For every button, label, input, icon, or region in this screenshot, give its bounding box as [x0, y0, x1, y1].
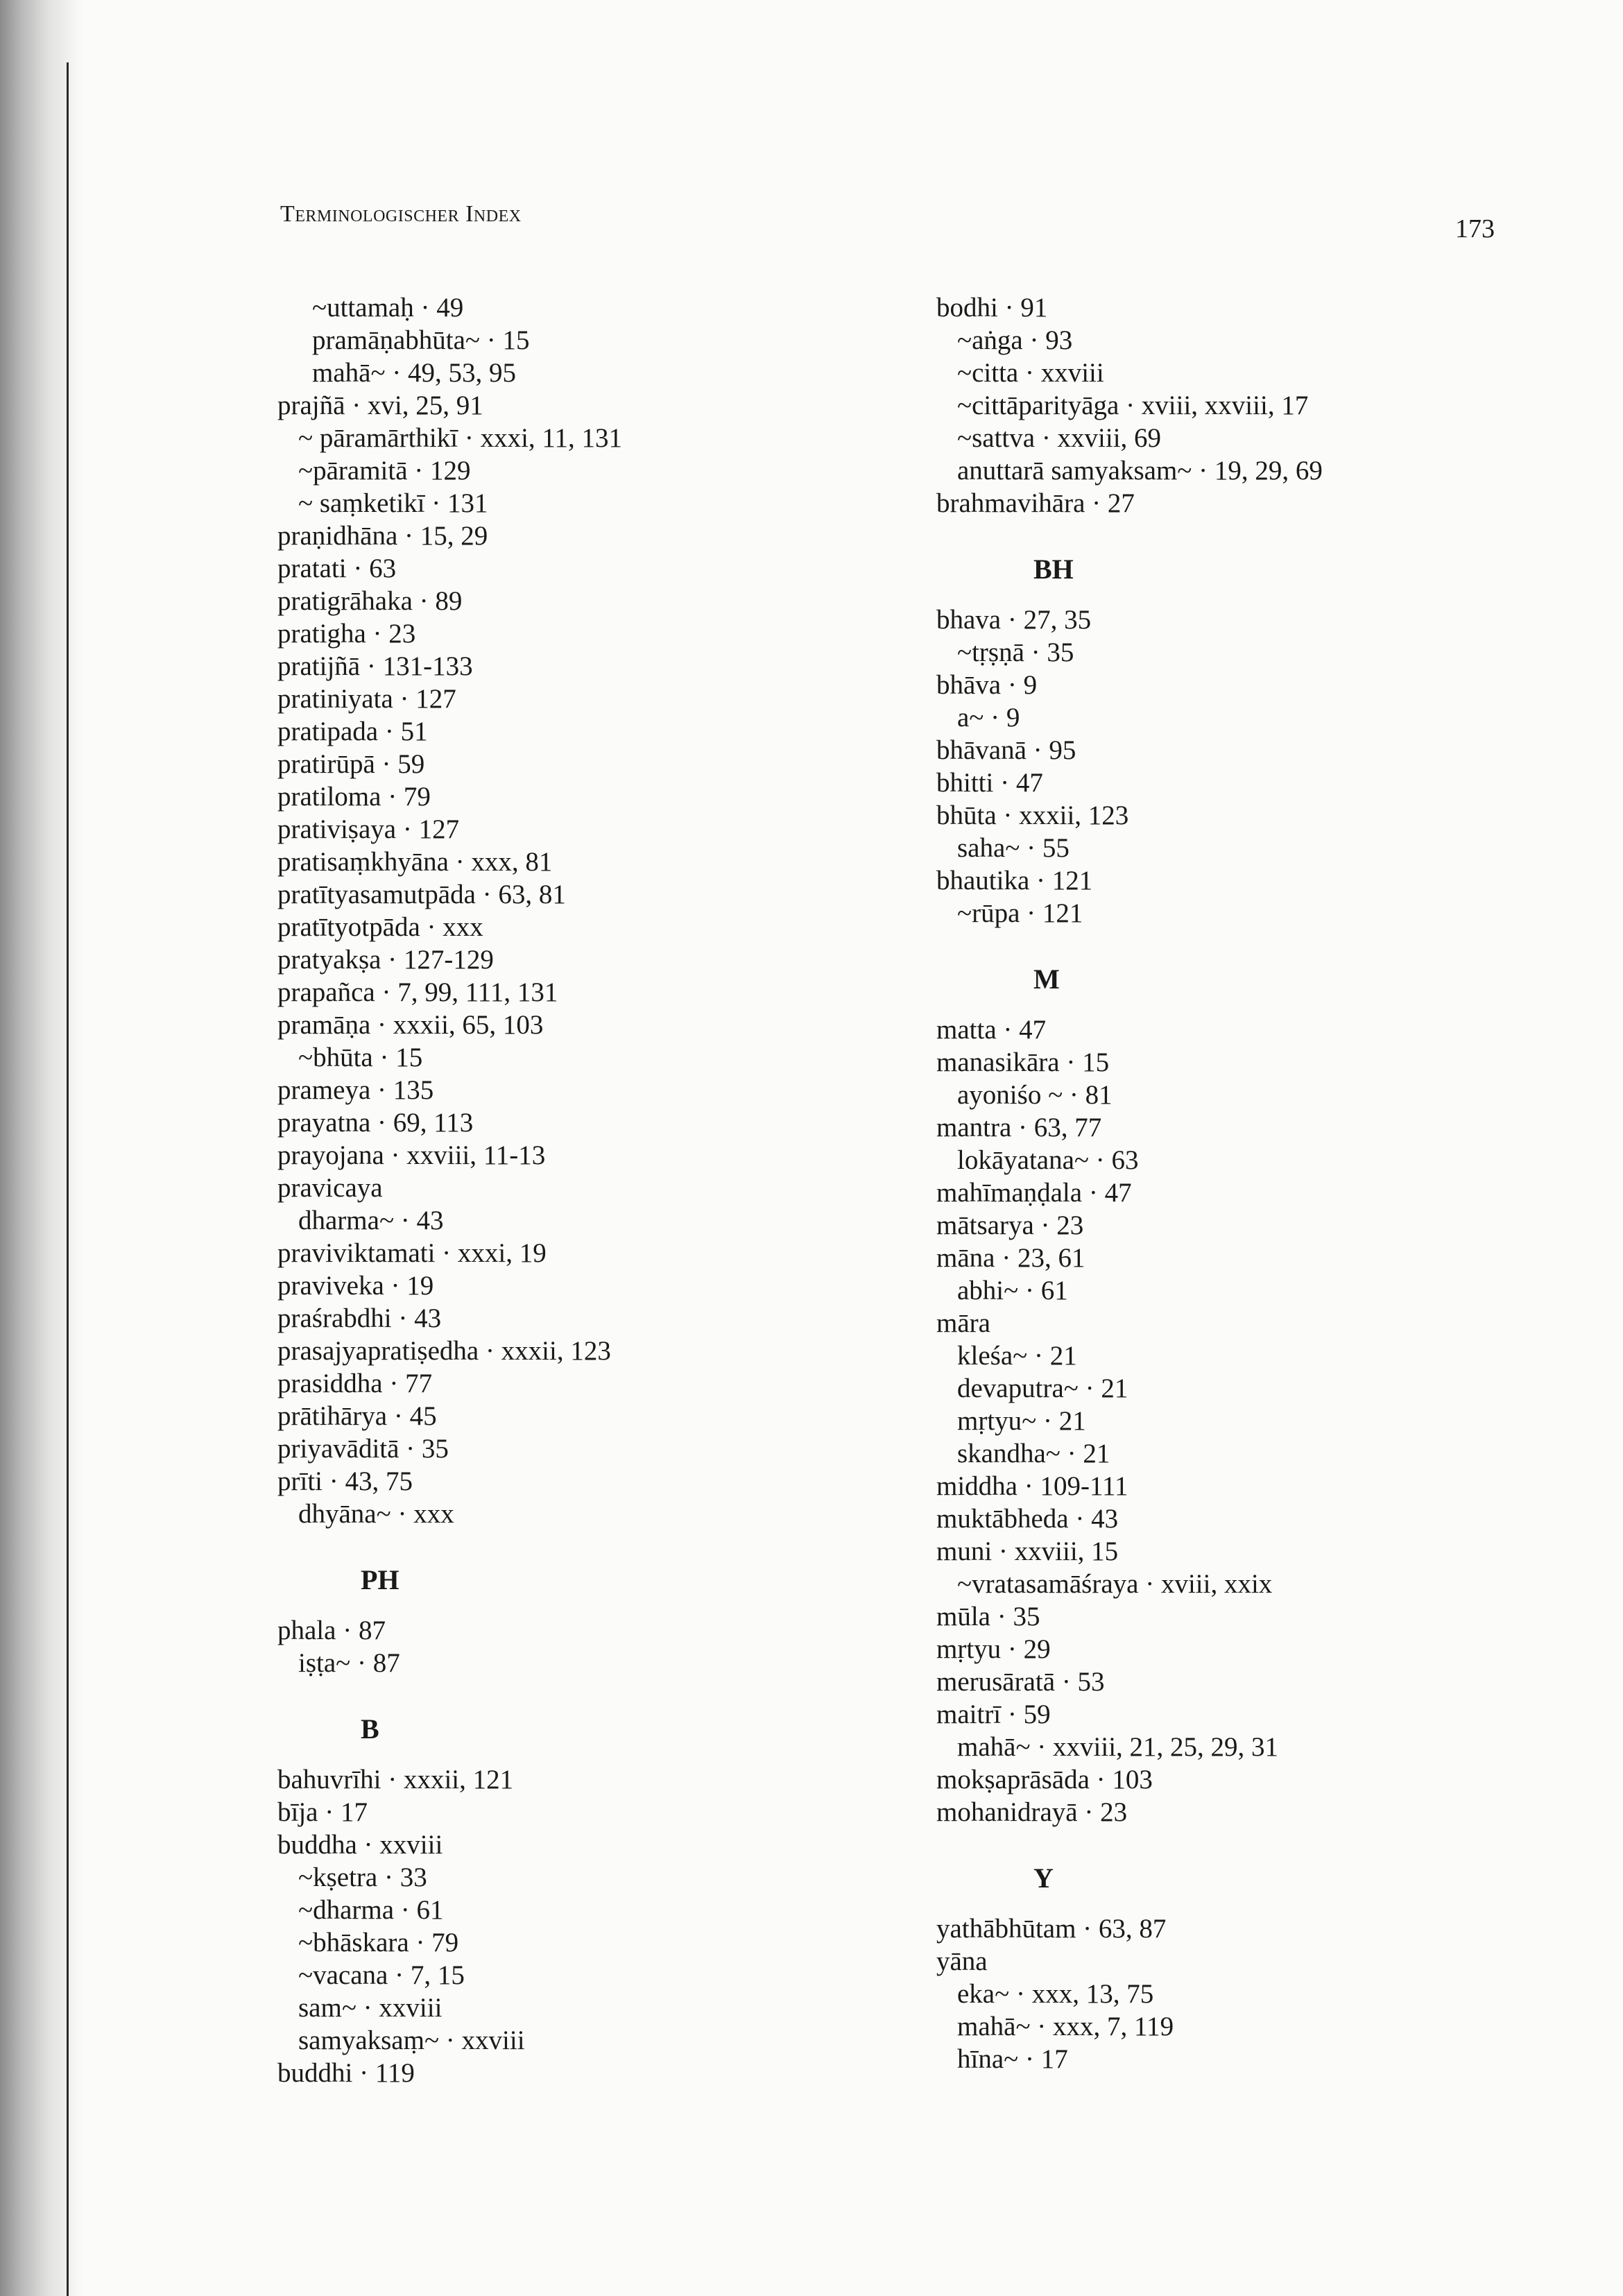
index-entry: pratigha · 23: [277, 619, 416, 649]
index-entry: yathābhūtam · 63, 87: [936, 1914, 1167, 1944]
index-entry: prīti · 43, 75: [277, 1466, 413, 1496]
index-entry: bhitti · 47: [936, 768, 1043, 798]
index-entry: prasiddha · 77: [277, 1369, 433, 1398]
index-entry: middha · 109-111: [936, 1471, 1128, 1501]
index-entry: prapañca · 7, 99, 111, 131: [277, 977, 558, 1007]
index-entry: mahīmaṇḍala · 47: [936, 1178, 1132, 1208]
section-letter-y: Y: [1033, 1862, 1054, 1894]
index-entry: prātihārya · 45: [277, 1401, 437, 1431]
index-entry: prajñā · xvi, 25, 91: [277, 391, 483, 420]
index-entry: pratisaṃkhyāna · xxx, 81: [277, 847, 553, 877]
index-subentry: ~dharma · 61: [298, 1895, 444, 1925]
index-entry: phala · 87: [277, 1616, 386, 1645]
index-entry: bīja · 17: [277, 1797, 368, 1827]
index-entry: buddha · xxviii: [277, 1830, 443, 1860]
index-entry: praviveka · 19: [277, 1271, 434, 1301]
index-subentry: ~sattva · xxviii, 69: [957, 423, 1162, 453]
index-entry: māna · 23, 61: [936, 1243, 1085, 1273]
section-letter-b: B: [361, 1713, 379, 1745]
index-subentry: saha~ · 55: [957, 833, 1070, 863]
index-entry: maitrī · 59: [936, 1699, 1051, 1729]
index-subentry: sam~ · xxviii: [298, 1993, 443, 2023]
index-entry: pratiloma · 79: [277, 782, 431, 812]
index-subentry: eka~ · xxx, 13, 75: [957, 1979, 1154, 2009]
index-subentry: mṛtyu~ · 21: [957, 1406, 1086, 1436]
index-entry: pratati · 63: [277, 554, 397, 583]
index-subentry: devaputra~ · 21: [957, 1373, 1128, 1403]
right-index-column: [922, 291, 1547, 2075]
index-subentry: ayoniśo ~ · 81: [957, 1080, 1113, 1110]
index-entry: brahmavihāra · 27: [936, 488, 1135, 518]
index-entry: pratirūpā · 59: [277, 749, 425, 779]
section-letter-m: M: [1033, 963, 1060, 995]
index-subentry: samyaksaṃ~ · xxviii: [298, 2025, 525, 2055]
index-entry: pratipada · 51: [277, 717, 428, 746]
index-entry: muni · xxviii, 15: [936, 1536, 1119, 1566]
index-subentry: iṣṭa~ · 87: [298, 1648, 400, 1678]
index-entry: pratigrāhaka · 89: [277, 586, 463, 616]
index-subentry: ~kṣetra · 33: [298, 1862, 427, 1892]
index-subentry: ~pāramitā · 129: [298, 456, 471, 486]
page-number: 173: [1455, 214, 1495, 243]
index-entry: mṛtyu · 29: [936, 1634, 1051, 1664]
index-entry: pratītyotpāda · xxx: [277, 912, 483, 942]
index-subentry: mahā~ · 49, 53, 95: [312, 358, 517, 388]
index-entry: bahuvrīhi · xxxii, 121: [277, 1765, 514, 1794]
index-subentry: kleśa~ · 21: [957, 1341, 1077, 1371]
index-entry: praviviktamati · xxxi, 19: [277, 1238, 547, 1268]
left-index-column: [264, 291, 888, 2089]
index-entry: muktābheda · 43: [936, 1504, 1119, 1534]
index-subentry: ~citta · xxviii: [957, 358, 1104, 388]
index-entry: manasikāra · 15: [936, 1047, 1110, 1077]
index-entry: pravicaya: [277, 1173, 383, 1203]
index-subentry: abhi~ · 61: [957, 1276, 1068, 1305]
index-entry: matta · 47: [936, 1015, 1047, 1045]
index-subentry: dhyāna~ · xxx: [298, 1499, 454, 1529]
index-subentry: ~vratasamāśraya · xviii, xxix: [957, 1569, 1273, 1599]
index-entry: pratyakṣa · 127-129: [277, 945, 494, 975]
index-entry: māra: [936, 1308, 990, 1338]
index-entry: prayojana · xxviii, 11-13: [277, 1140, 546, 1170]
index-entry: mātsarya · 23: [936, 1210, 1084, 1240]
index-subentry: lokāyatana~ · 63: [957, 1145, 1139, 1175]
index-subentry: ~uttamaḥ · 49: [312, 293, 464, 323]
index-subentry: ~ pāramārthikī · xxxi, 11, 131: [298, 423, 622, 453]
index-entry: bhūta · xxxii, 123: [936, 800, 1129, 830]
index-subentry: a~ · 9: [957, 703, 1020, 733]
index-entry: prameya · 135: [277, 1075, 434, 1105]
index-entry: bodhi · 91: [936, 293, 1048, 323]
index-subentry: ~bhāskara · 79: [298, 1928, 459, 1957]
section-letter-bh: BH: [1033, 554, 1074, 585]
index-entry: prasajyapratiṣedha · xxxii, 123: [277, 1336, 611, 1366]
index-entry: praṇidhāna · 15, 29: [277, 521, 488, 551]
index-subentry: ~aṅga · 93: [957, 325, 1073, 355]
section-letter-ph: PH: [361, 1564, 400, 1595]
index-entry: yāna: [936, 1946, 988, 1976]
index-entry: pratītyasamutpāda · 63, 81: [277, 880, 566, 909]
index-entry: pratijñā · 131-133: [277, 651, 473, 681]
index-entry: bhāvanā · 95: [936, 735, 1076, 765]
index-subentry: mahā~ · xxviii, 21, 25, 29, 31: [957, 1732, 1279, 1762]
index-entry: mokṣaprāsāda · 103: [936, 1765, 1153, 1794]
index-entry: prativiṣaya · 127: [277, 814, 460, 844]
index-entry: mantra · 63, 77: [936, 1113, 1102, 1142]
index-entry: mūla · 35: [936, 1602, 1040, 1631]
index-entry: pratiniyata · 127: [277, 684, 456, 714]
index-subentry: ~ saṃketikī · 131: [298, 488, 488, 518]
index-subentry: anuttarā samyaksam~ · 19, 29, 69: [957, 456, 1323, 486]
index-entry: bhautika · 121: [936, 866, 1093, 896]
index-subentry: ~rūpa · 121: [957, 898, 1083, 928]
index-subentry: ~bhūta · 15: [298, 1043, 423, 1072]
index-subentry: ~vacana · 7, 15: [298, 1960, 465, 1990]
index-entry: bhava · 27, 35: [936, 605, 1092, 635]
index-entry: merusāratā · 53: [936, 1667, 1105, 1697]
gutter-line: [67, 62, 69, 2296]
index-entry: prayatna · 69, 113: [277, 1108, 474, 1138]
book-spine-shadow: [0, 0, 83, 2296]
index-subentry: pramāṇabhūta~ · 15: [312, 325, 530, 355]
index-entry: bhāva · 9: [936, 670, 1038, 700]
index-entry: priyavāditā · 35: [277, 1434, 449, 1464]
index-entry: praśrabdhi · 43: [277, 1303, 442, 1333]
index-entry: mohanidrayā · 23: [936, 1797, 1128, 1827]
index-subentry: hīna~ · 17: [957, 2044, 1068, 2074]
index-entry: pramāṇa · xxxii, 65, 103: [277, 1010, 544, 1040]
index-entry: buddhi · 119: [277, 2058, 415, 2088]
index-subentry: dharma~ · 43: [298, 1206, 444, 1235]
index-subentry: mahā~ · xxx, 7, 119: [957, 2012, 1174, 2041]
running-head: Terminologischer Index: [280, 201, 522, 227]
index-subentry: ~cittāparityāga · xviii, xxviii, 17: [957, 391, 1309, 420]
index-subentry: ~tṛṣṇā · 35: [957, 637, 1074, 667]
index-subentry: skandha~ · 21: [957, 1439, 1110, 1468]
